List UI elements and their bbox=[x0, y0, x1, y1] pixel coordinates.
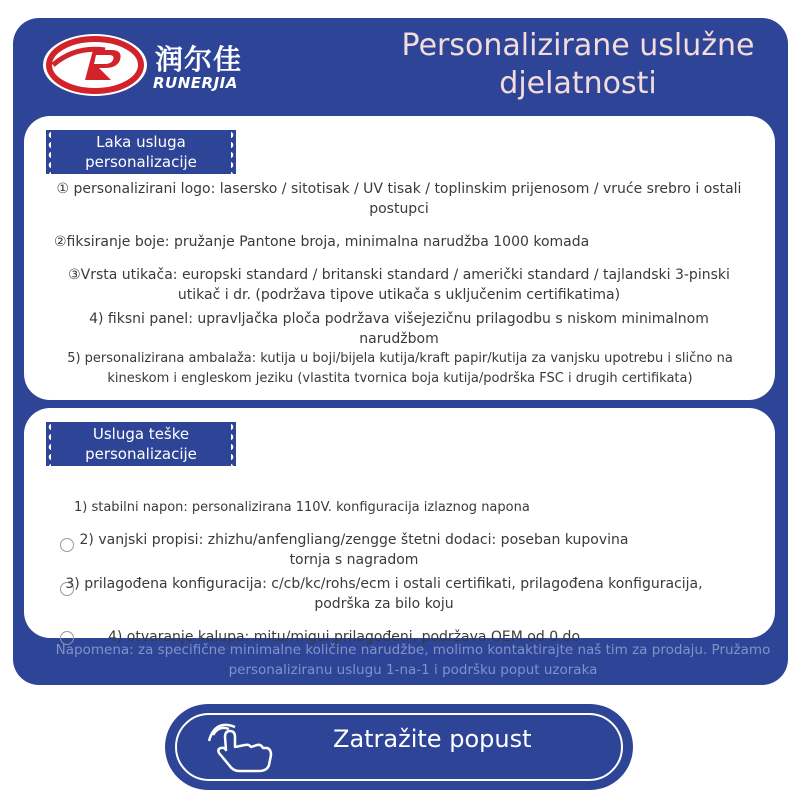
light-service-item-5: 5) personalizirana ambalaža: kutija u boji/bijela kutija/kraft papir/kutija za vanjsku upotrebu i slično na kineskom i engleskom jeziku (vlastita tvornica boja kutija/podrška FSC i drugih certifikata) bbox=[67, 351, 733, 386]
light-service-item-3: ③Vrsta utikača: europski standard / britanski standard / američki standard / tajlandski 3-pinski utikač i dr. (podržava tipove utikača s uključenim certifikatima) bbox=[68, 267, 730, 303]
light-service-label-line-1: Laka usluga bbox=[96, 133, 186, 151]
logo-chinese-name: 润尔佳 bbox=[155, 43, 243, 76]
heavy-service-label-line-2: personalizacije bbox=[85, 445, 197, 463]
request-discount-button[interactable] bbox=[165, 704, 633, 790]
main-panel bbox=[13, 18, 788, 685]
light-personalization-card bbox=[24, 116, 775, 400]
light-service-label-line-2: personalizacije bbox=[85, 153, 197, 171]
heavy-service-item-4: 4) otvaranje kalupa: mitu/migui prilagođeni, podržava OEM od 0 do bbox=[107, 629, 581, 645]
page-title-line-1: Personalizirane uslužne bbox=[401, 28, 755, 63]
order-note: Napomena: za specifične minimalne količine narudžbe, molimo kontaktirajte naš tim za prodaju. Pružamo personaliziranu uslugu 1-na-1 i podršku poput uzoraka bbox=[55, 642, 771, 678]
page-title-line-2: djelatnosti bbox=[499, 66, 657, 101]
logo-english-name: RUNERJIA bbox=[153, 74, 238, 92]
heavy-service-item-3: 3) prilagođena konfiguracija: c/cb/kc/rohs/ecm i ostali certifikati, prilagođena konfiguracija, podrška za bilo koju bbox=[65, 576, 703, 612]
light-service-label bbox=[51, 130, 231, 174]
heavy-service-label-line-1: Usluga teške bbox=[92, 425, 190, 443]
light-service-item-2: ②fiksiranje boje: pružanje Pantone broja, minimalna narudžba 1000 komada bbox=[54, 234, 590, 250]
hand-tap-icon bbox=[205, 721, 275, 773]
heavy-personalization-card bbox=[24, 408, 775, 645]
heavy-service-label bbox=[51, 422, 231, 466]
brand-logo[interactable] bbox=[43, 32, 263, 108]
heavy-service-item-1: 1) stabilni napon: personalizirana 110V. konfiguracija izlaznog napona bbox=[74, 500, 530, 515]
page-title bbox=[373, 27, 783, 103]
logo-r-icon bbox=[45, 36, 145, 94]
request-discount-label: Zatražite popust bbox=[333, 725, 532, 753]
heavy-service-item-2: 2) vanjski propisi: zhizhu/anfengliang/zengge štetni dodaci: poseban kupovina tornja s nagradom bbox=[79, 532, 629, 568]
light-service-item-4: 4) fiksni panel: upravljačka ploča podržava višejezičnu prilagodbu s niskom minimalnom narudžbom bbox=[89, 311, 709, 347]
light-service-item-1: ① personalizirani logo: lasersko / sitotisak / UV tisak / toplinskim prijenosom / vruće srebro i ostali postupci bbox=[56, 181, 742, 217]
logo-emblem bbox=[43, 34, 147, 96]
